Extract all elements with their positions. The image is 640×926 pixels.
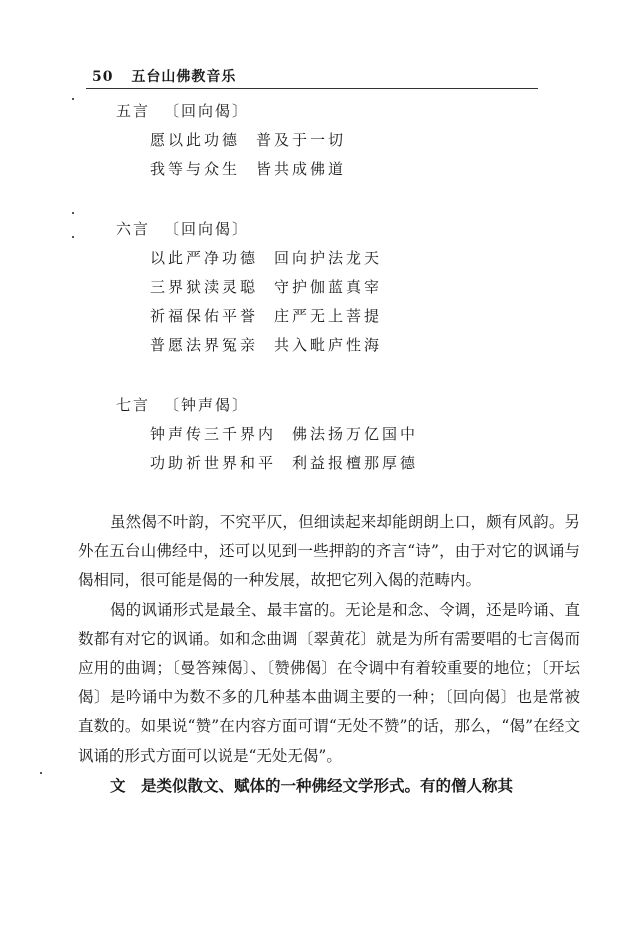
verse-line-second-half: 佛法扬万亿国中 — [292, 425, 419, 443]
verse-line-first-half: 普愿法界冤亲 — [150, 336, 259, 354]
scan-speck — [72, 212, 74, 214]
verse-line — [150, 452, 418, 473]
verse-line-first-half: 愿以此功德 — [150, 131, 241, 149]
verse-title-label: 七言 — [116, 396, 151, 414]
verse-title-label: 五言 — [116, 102, 151, 120]
verse-line-first-half: 祈福保佑平誉 — [150, 307, 259, 325]
verse-line — [150, 158, 346, 179]
book-title: 五台山佛教音乐 — [131, 69, 237, 85]
scan-speck — [72, 236, 74, 238]
verse-line-first-half: 三界狱渎灵聪 — [150, 278, 259, 296]
verse-line-first-half: 以此严净功德 — [150, 249, 259, 267]
paragraph: 虽然偈不叶韵，不究平仄，但细读起来却能朗朗上口，颇有风韵。另外在五台山佛经中，还可以见到一些押韵的齐言“诗”，由于对它的讽诵与偈相同，很可能是偈的一种发展，故把它列入偈的范畴内。 — [78, 513, 580, 590]
verse-line — [150, 276, 382, 297]
verse-title-label: 六言 — [116, 220, 151, 238]
verse-line — [150, 423, 418, 444]
verse-line — [150, 334, 382, 355]
verse-line — [150, 129, 346, 150]
verse-title-wuyan — [116, 100, 249, 121]
header-rule — [86, 88, 538, 89]
verse-line-second-half: 共入毗庐性海 — [274, 336, 383, 354]
verse-line-second-half: 守护伽蓝真宰 — [274, 278, 383, 296]
verse-line — [150, 247, 382, 268]
scan-speck — [72, 98, 74, 100]
verse-line-second-half: 庄严无上菩提 — [274, 307, 383, 325]
verse-line-second-half: 回向护法龙天 — [274, 249, 383, 267]
body-text — [78, 508, 580, 800]
scan-speck — [40, 772, 42, 774]
verse-title-bracket: 〔回向偈〕 — [164, 220, 250, 238]
verse-title-qiyan — [116, 394, 249, 415]
paragraph: 文 是类似散文、赋体的一种佛经文学形式。有的僧人称其 — [110, 775, 514, 795]
verse-line-second-half: 皆共成佛道 — [256, 160, 347, 178]
running-header — [92, 66, 236, 86]
verse-title-liuyan — [116, 218, 249, 239]
verse-line — [150, 305, 382, 326]
verse-line-first-half: 钟声传三千界内 — [150, 425, 277, 443]
page-number: 50 — [92, 69, 114, 85]
verse-line-first-half: 功助祈世界和平 — [150, 454, 277, 472]
paragraph: 偈的讽诵形式是最全、最丰富的。无论是和念、令调，还是吟诵、直数都有对它的讽诵。如和念曲调〔翠黄花〕就是为所有需要唱的七言偈而应用的曲调；〔曼答辣偈〕、〔赞佛偈〕在令调中有着较重要的地位；〔开坛偈〕是吟诵中为数不多的几种基本曲调主要的一种；〔回向偈〕也是常被直数的。如果说“赞”在内容方面可谓“无处不赞”的话，那么，“偈”在经文讽诵的形式方面可以说是“无处无偈”。 — [78, 600, 580, 765]
verse-line-second-half: 普及于一切 — [256, 131, 347, 149]
verse-line-second-half: 利益报檀那厚德 — [292, 454, 419, 472]
verse-line-first-half: 我等与众生 — [150, 160, 241, 178]
verse-title-bracket: 〔回向偈〕 — [164, 102, 250, 120]
verse-title-bracket: 〔钟声偈〕 — [164, 396, 250, 414]
